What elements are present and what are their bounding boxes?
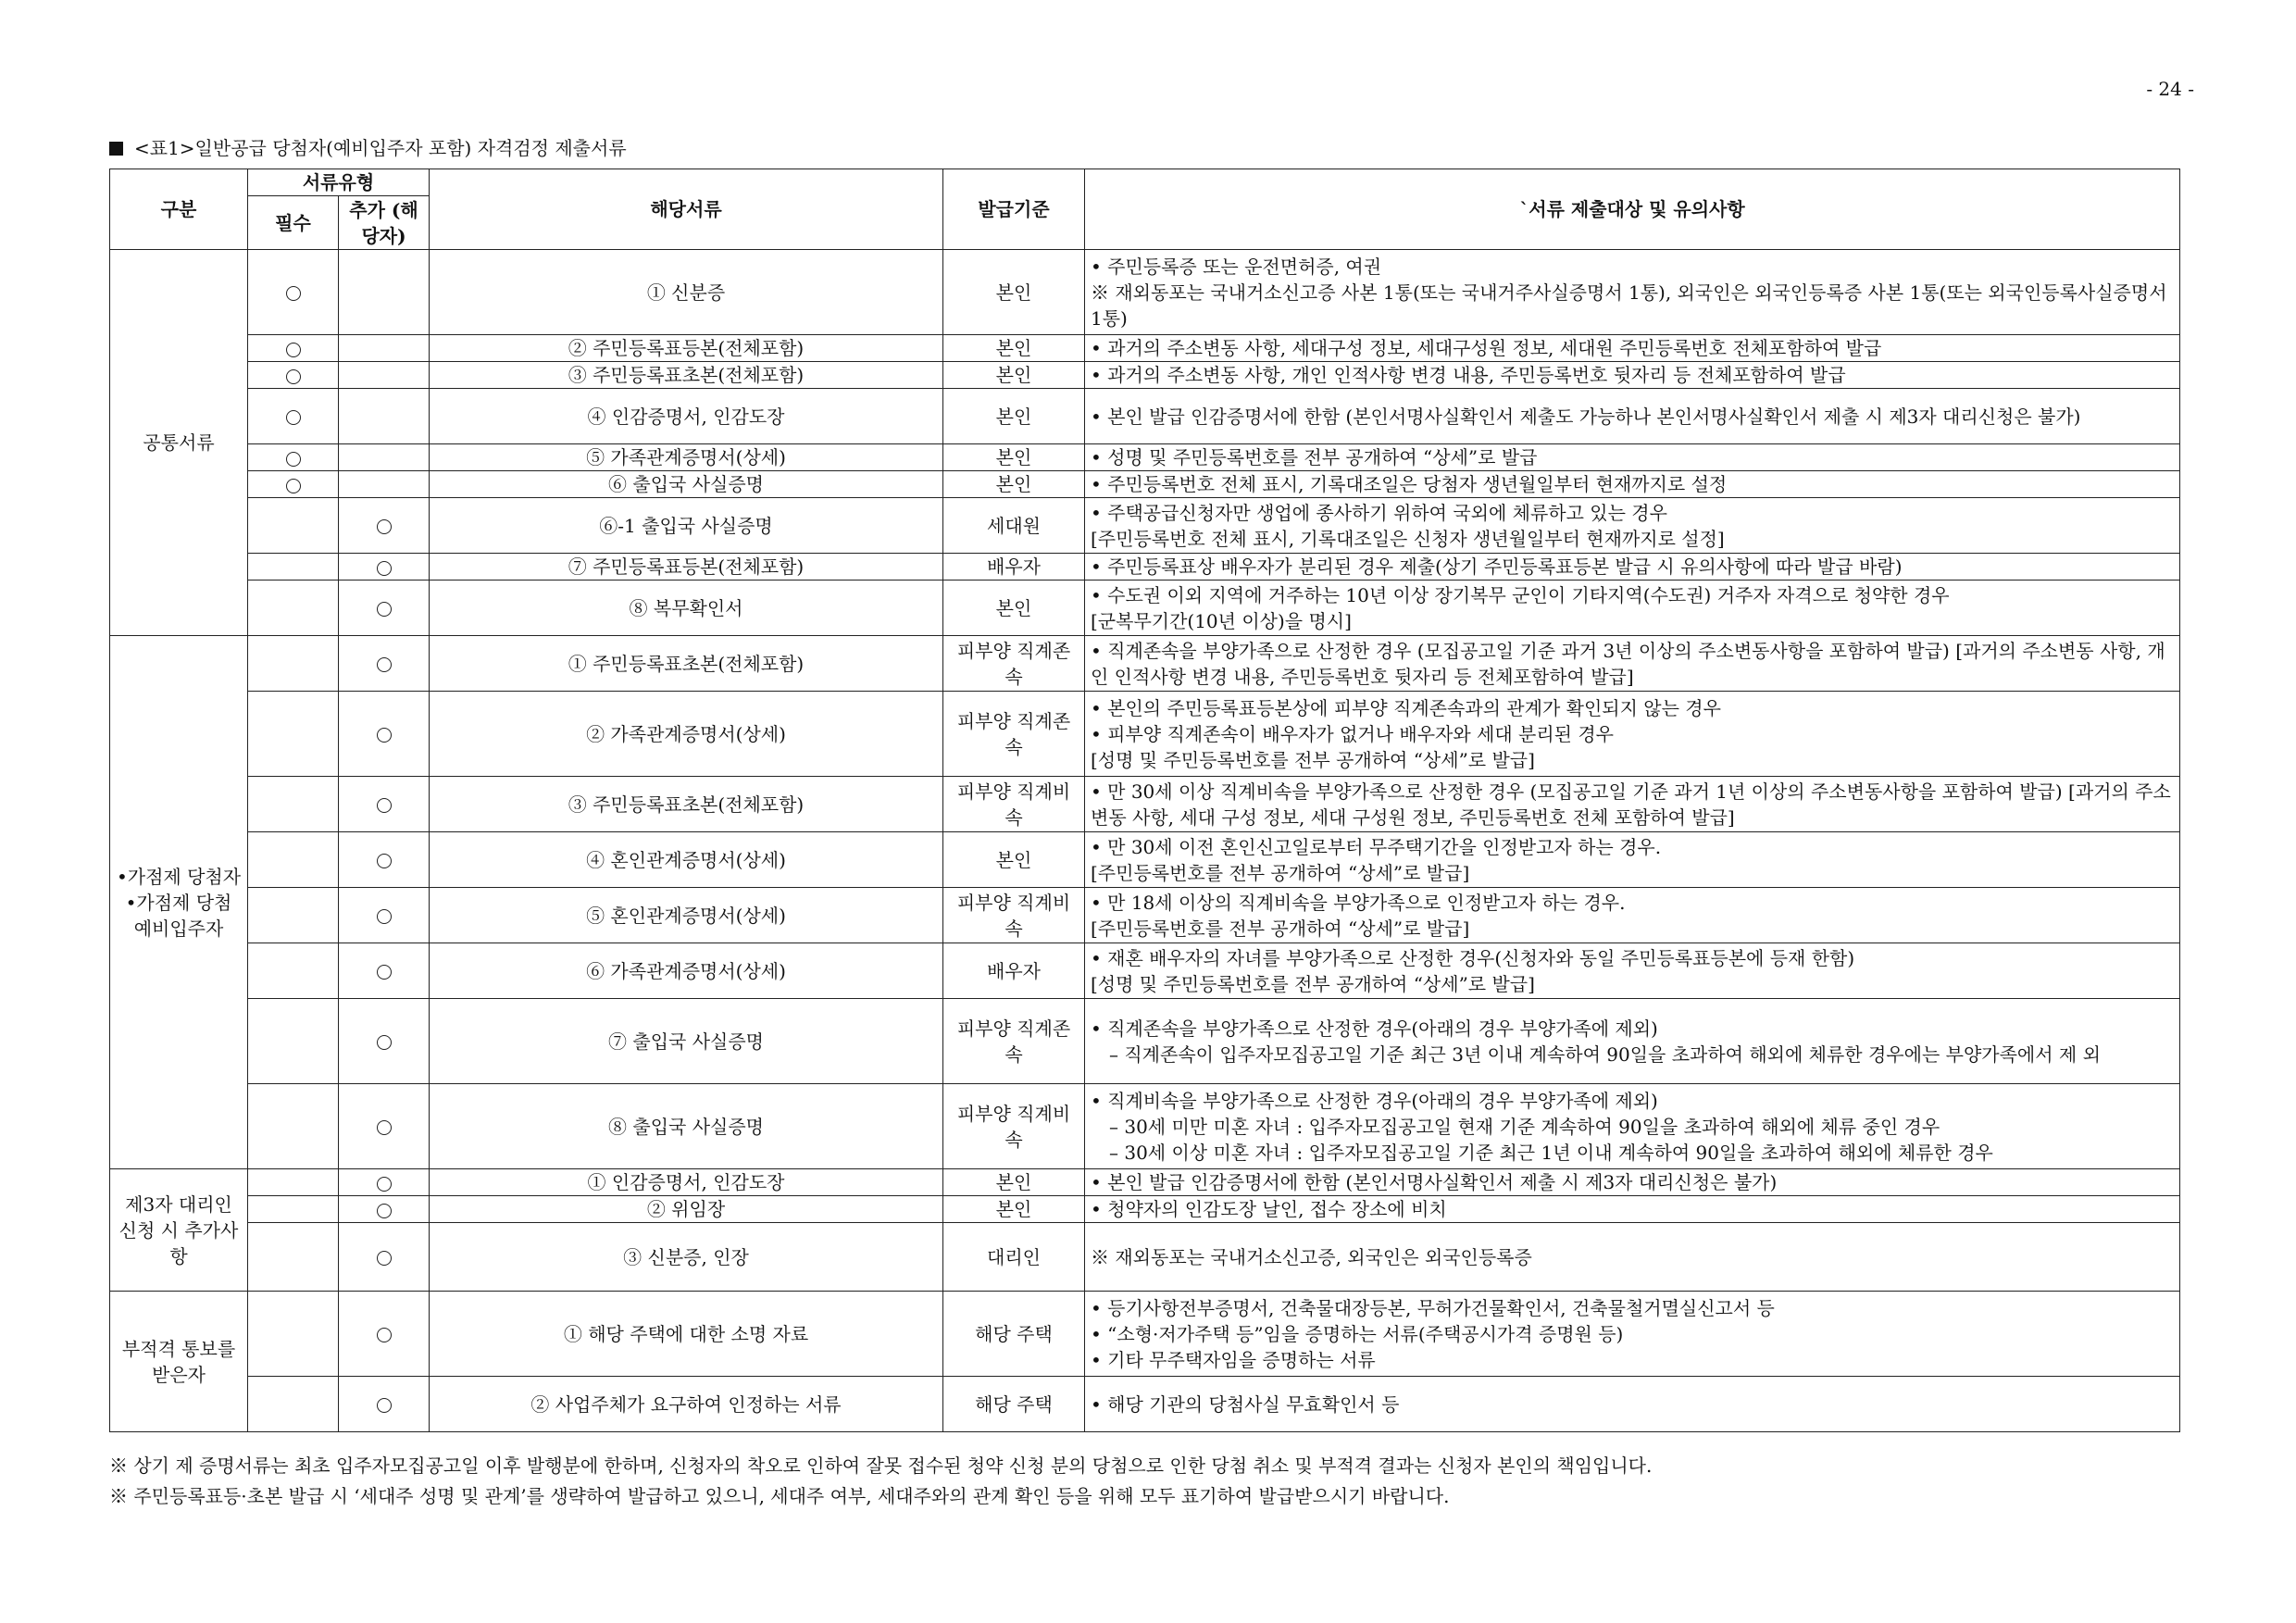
- basis-cell: 피부양 직계존속: [943, 999, 1085, 1084]
- group-proxy: 제3자 대리인 신청 시 추가사항: [110, 1169, 248, 1292]
- header-doc-type: 서류유형: [248, 169, 430, 196]
- note-line: • 등기사항전부증명서, 건축물대장등본, 무허가건물확인서, 건축물철거멸실신고서 등: [1091, 1296, 1775, 1319]
- note-line: • 본인 발급 인감증명서에 한함 (본인서명사실확인서 제출도 가능하나 본인서명사실확인서 제출 시 제3자 대리신청은 불가): [1085, 389, 2180, 444]
- document-cell: ④ 인감증명서, 인감도장: [430, 389, 943, 444]
- note-line: – 30세 미만 미혼 자녀 : 입주자모집공고일 현재 기준 계속하여 90일을 초과하여 해외에 체류 중인 경우: [1109, 1115, 1940, 1138]
- circle-icon: [377, 798, 392, 813]
- document-cell: ④ 혼인관계증명서(상세): [430, 832, 943, 888]
- circle-icon: [286, 286, 301, 301]
- circle-icon: [377, 728, 392, 743]
- table-row: [110, 692, 2180, 777]
- note-line: • 청약자의 인감도장 날인, 접수 장소에 비치: [1085, 1196, 2180, 1223]
- circle-icon: [377, 1177, 392, 1192]
- note-line: • 기타 무주택자임을 증명하는 서류: [1091, 1348, 1376, 1371]
- note-line: • 재혼 배우자의 자녀를 부양가족으로 산정한 경우(신청자와 동일 주민등록표등본에 등재 한함): [1091, 946, 1855, 969]
- table-row: [110, 636, 2180, 692]
- note-line: • 과거의 주소변동 사항, 개인 인적사항 변경 내용, 주민등록번호 뒷자리 등 전체포함하여 발급: [1085, 362, 2180, 389]
- basis-cell: 본인: [943, 832, 1085, 888]
- basis-cell: 본인: [943, 362, 1085, 389]
- note-line: • 과거의 주소변동 사항, 세대구성 정보, 세대구성원 정보, 세대원 주민등록번호 전체포함하여 발급: [1085, 335, 2180, 362]
- basis-cell: 본인: [943, 581, 1085, 636]
- note-line: [주민등록번호를 전부 공개하여 “상세”로 발급]: [1091, 861, 1470, 884]
- circle-icon: [377, 1035, 392, 1050]
- circle-icon: [377, 1251, 392, 1266]
- circle-icon: [377, 1204, 392, 1218]
- footnote-1: ※ 상기 제 증명서류는 최초 입주자모집공고일 이후 발행분에 한하며, 신청자의 착오로 인하여 잘못 접수된 청약 신청 분의 당첨으로 인한 당첨 취소 및 부적격 결과는 신청자 본인의 책임입니다.: [109, 1454, 1653, 1477]
- group-ineligible: 부적격 통보를 받은자: [110, 1292, 248, 1432]
- document-cell: ③ 신분증, 인장: [430, 1223, 943, 1292]
- table-row: [110, 335, 2180, 362]
- note-line: • 주민등록번호 전체 표시, 기록대조일은 당첨자 생년월일부터 현재까지로 설정: [1085, 471, 2180, 498]
- basis-cell: 피부양 직계비속: [943, 888, 1085, 943]
- note-line: ※ 재외동포는 국내거소신고증, 외국인은 외국인등록증: [1085, 1223, 2180, 1292]
- circle-icon: [377, 602, 392, 617]
- note-line: • 본인의 주민등록표등본상에 피부양 직계존속과의 관계가 확인되지 않는 경우: [1091, 696, 1721, 719]
- table-row: [110, 777, 2180, 832]
- note-line: ※ 재외동포는 국내거소신고증 사본 1통(또는 국내거주사실증명서 1통), 외국인은 외국인등록증 사본 1통(또는 외국인등록사실증명서 1통): [1091, 281, 2167, 330]
- header-notes: `서류 제출대상 및 유의사항: [1085, 169, 2180, 250]
- note-line: – 직계존속이 입주자모집공고일 기준 최근 3년 이내 계속하여 90일을 초과하여 해외에 체류한 경우에는 부양가족에서 제 외: [1109, 1042, 2101, 1066]
- basis-cell: 배우자: [943, 943, 1085, 999]
- table-row: [110, 999, 2180, 1084]
- note-line: • 주민등록표상 배우자가 분리된 경우 제출(상기 주민등록표등본 발급 시 유의사항에 따라 발급 바람): [1085, 554, 2180, 581]
- basis-cell: 본인: [943, 250, 1085, 335]
- note-line: • 피부양 직계존속이 배우자가 없거나 배우자와 세대 분리된 경우: [1091, 722, 1614, 745]
- note-line: • 해당 기관의 당첨사실 무효확인서 등: [1085, 1377, 2180, 1432]
- note-line: • 주민등록증 또는 운전면허증, 여권: [1091, 255, 1382, 278]
- table-title: [109, 133, 627, 160]
- note-line: [성명 및 주민등록번호를 전부 공개하여 “상세”로 발급]: [1091, 972, 1535, 995]
- circle-icon: [286, 452, 301, 467]
- note-line: • 본인 발급 인감증명서에 한함 (본인서명사실확인서 제출 시 제3자 대리신청은 불가): [1085, 1169, 2180, 1196]
- document-cell: ② 위임장: [430, 1196, 943, 1223]
- table-row: [110, 1292, 2180, 1377]
- note-line: – 30세 이상 미혼 자녀 : 입주자모집공고일 기준 최근 1년 이내 계속하여 90일을 초과하여 해외에 체류한 경우: [1109, 1141, 1993, 1164]
- basis-cell: 본인: [943, 335, 1085, 362]
- note-line: [성명 및 주민등록번호를 전부 공개하여 “상세”로 발급]: [1091, 748, 1535, 771]
- basis-cell: 본인: [943, 444, 1085, 471]
- document-cell: ① 신분증: [430, 250, 943, 335]
- document-cell: ⑧ 복무확인서: [430, 581, 943, 636]
- document-cell: ③ 주민등록표초본(전체포함): [430, 362, 943, 389]
- basis-cell: 대리인: [943, 1223, 1085, 1292]
- note-line: [군복무기간(10년 이상)을 명시]: [1091, 609, 1352, 632]
- note-line: • 직계비속을 부양가족으로 산정한 경우(아래의 경우 부양가족에 제외): [1091, 1089, 1658, 1112]
- note-line: • “소형·저가주택 등”임을 증명하는 서류(주택공시가격 증명원 등): [1091, 1322, 1624, 1345]
- note-line: • 주택공급신청자만 생업에 종사하기 위하여 국외에 체류하고 있는 경우: [1091, 501, 1667, 524]
- note-line: • 만 30세 이상 직계비속을 부양가족으로 산정한 경우 (모집공고일 기준 과거 1년 이상의 주소변동사항을 포함하여 발급) [과거의 주소 변동 사항, 세대 구성 정보, 세대 구성원 정보, 주민등록번호 전체 포함하여 발급]: [1085, 777, 2180, 832]
- basis-cell: 본인: [943, 389, 1085, 444]
- document-cell: ③ 주민등록표초본(전체포함): [430, 777, 943, 832]
- table-row: [110, 581, 2180, 636]
- document-cell: ⑦ 주민등록표등본(전체포함): [430, 554, 943, 581]
- note-line: • 수도권 이외 지역에 거주하는 10년 이상 장기복무 군인이 기타지역(수도권) 거주자 자격으로 청약한 경우: [1091, 583, 1950, 606]
- table-row: [110, 498, 2180, 554]
- basis-cell: 피부양 직계존속: [943, 692, 1085, 777]
- table-row: [110, 943, 2180, 999]
- circle-icon: [377, 1328, 392, 1342]
- table-row: [110, 1084, 2180, 1169]
- header-required: 필수: [248, 196, 339, 250]
- page-number: - 24 -: [2146, 78, 2194, 100]
- document-cell: ⑥ 출입국 사실증명: [430, 471, 943, 498]
- circle-icon: [377, 657, 392, 672]
- table-row: [110, 554, 2180, 581]
- note-line: [주민등록번호 전체 표시, 기록대조일은 신청자 생년월일부터 현재까지로 설정]: [1091, 527, 1725, 550]
- document-cell: ⑥ 가족관계증명서(상세): [430, 943, 943, 999]
- table-row: [110, 444, 2180, 471]
- basis-cell: 세대원: [943, 498, 1085, 554]
- footnote-2: ※ 주민등록표등·초본 발급 시 ‘세대주 성명 및 관계’를 생략하여 발급하고 있으니, 세대주 여부, 세대주와의 관계 확인 등을 위해 모두 표기하여 발급받으시기 바랍니다.: [109, 1485, 1450, 1507]
- circle-icon: [286, 410, 301, 425]
- circle-icon: [377, 965, 392, 980]
- basis-cell: 피부양 직계비속: [943, 777, 1085, 832]
- table-row: [110, 888, 2180, 943]
- note-line: • 성명 및 주민등록번호를 전부 공개하여 “상세”로 발급: [1085, 444, 2180, 471]
- table-row: [110, 389, 2180, 444]
- circle-icon: [286, 369, 301, 384]
- basis-cell: 본인: [943, 1169, 1085, 1196]
- circle-icon: [286, 343, 301, 357]
- table-row: [110, 832, 2180, 888]
- document-cell: ⑦ 출입국 사실증명: [430, 999, 943, 1084]
- circle-icon: [377, 909, 392, 924]
- group-point: •가점제 당첨자 •가점제 당첨 예비입주자: [110, 636, 248, 1169]
- document-cell: ② 가족관계증명서(상세): [430, 692, 943, 777]
- document-cell: ⑤ 가족관계증명서(상세): [430, 444, 943, 471]
- document-cell: ② 주민등록표등본(전체포함): [430, 335, 943, 362]
- group-common: 공통서류: [110, 250, 248, 636]
- table-row: [110, 471, 2180, 498]
- basis-cell: 본인: [943, 1196, 1085, 1223]
- basis-cell: 해당 주택: [943, 1377, 1085, 1432]
- square-bullet-icon: [109, 142, 123, 156]
- table-row: [110, 1223, 2180, 1292]
- document-cell: ① 주민등록표초본(전체포함): [430, 636, 943, 692]
- basis-cell: 피부양 직계존속: [943, 636, 1085, 692]
- header-issue-basis: 발급기준: [943, 169, 1085, 250]
- header-document: 해당서류: [430, 169, 943, 250]
- document-cell: ① 해당 주택에 대한 소명 자료: [430, 1292, 943, 1377]
- basis-cell: 본인: [943, 471, 1085, 498]
- header-row: [110, 169, 2180, 196]
- table-row: [110, 1196, 2180, 1223]
- table-row: [110, 250, 2180, 335]
- header-additional: 추가 (해당자): [339, 196, 430, 250]
- basis-cell: 해당 주택: [943, 1292, 1085, 1377]
- table-row: [110, 1169, 2180, 1196]
- table-row: [110, 1377, 2180, 1432]
- document-cell: ① 인감증명서, 인감도장: [430, 1169, 943, 1196]
- circle-icon: [377, 1398, 392, 1413]
- document-cell: ⑤ 혼인관계증명서(상세): [430, 888, 943, 943]
- table-row: [110, 362, 2180, 389]
- note-line: • 직계존속을 부양가족으로 산정한 경우 (모집공고일 기준 과거 3년 이상의 주소변동사항을 포함하여 발급) [과거의 주소변동 사항, 개인 인적사항 변경 내용, 주민등록번호 뒷자리 등 전체포함하여 발급]: [1085, 636, 2180, 692]
- basis-cell: 배우자: [943, 554, 1085, 581]
- circle-icon: [377, 1120, 392, 1135]
- circle-icon: [377, 519, 392, 534]
- document-cell: ⑧ 출입국 사실증명: [430, 1084, 943, 1169]
- note-line: • 만 18세 이상의 직계비속을 부양가족으로 인정받고자 하는 경우.: [1091, 891, 1626, 914]
- header-category: 구분: [110, 169, 248, 250]
- circle-icon: [377, 854, 392, 868]
- circle-icon: [286, 479, 301, 493]
- note-line: • 만 30세 이전 혼인신고일로부터 무주택기간을 인정받고자 하는 경우.: [1091, 835, 1662, 858]
- documents-table: [109, 169, 2180, 1432]
- document-cell: ⑥-1 출입국 사실증명: [430, 498, 943, 554]
- basis-cell: 피부양 직계비속: [943, 1084, 1085, 1169]
- table-title-text: <표1>일반공급 당첨자(예비입주자 포함) 자격검정 제출서류: [134, 137, 627, 159]
- document-cell: ② 사업주체가 요구하여 인정하는 서류: [430, 1377, 943, 1432]
- circle-icon: [377, 561, 392, 576]
- note-line: • 직계존속을 부양가족으로 산정한 경우(아래의 경우 부양가족에 제외): [1091, 1017, 1658, 1040]
- note-line: [주민등록번호를 전부 공개하여 “상세”로 발급]: [1091, 917, 1470, 940]
